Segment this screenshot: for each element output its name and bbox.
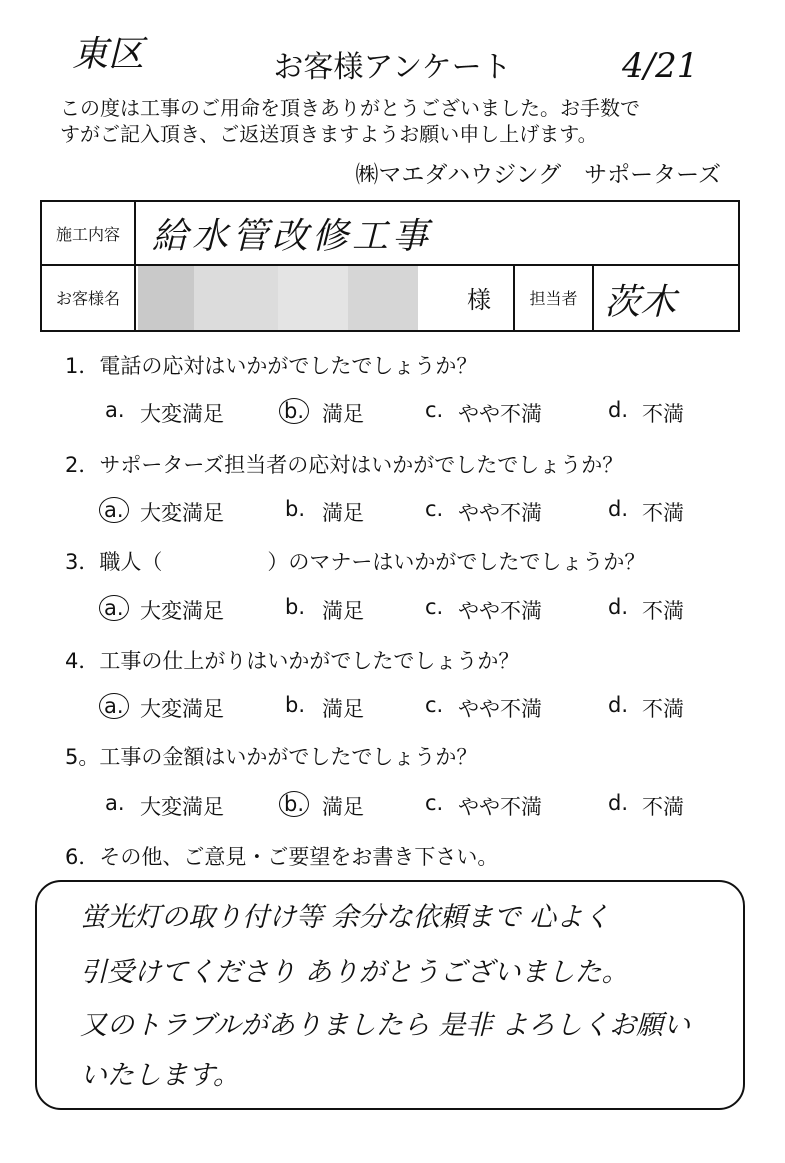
area-handwritten: 東区 bbox=[72, 34, 145, 75]
option-c-label[interactable]: やや不満 bbox=[458, 697, 542, 721]
option-a-marker[interactable]: a. bbox=[105, 791, 125, 815]
option-a-label[interactable]: 大変満足 bbox=[140, 599, 224, 623]
question-2: 2．サポーターズ担当者の応対はいかがでしたでしょうか？ bbox=[65, 453, 624, 477]
option-c-marker[interactable]: c. bbox=[425, 693, 444, 717]
question-3: 3．職人（ ）のマナーはいかがでしたでしょうか？ bbox=[65, 550, 646, 574]
date-handwritten: 4/21 bbox=[622, 46, 699, 86]
option-b-label[interactable]: 満足 bbox=[322, 599, 364, 623]
option-d-marker[interactable]: d. bbox=[608, 693, 629, 717]
option-b-marker[interactable]: b. bbox=[285, 497, 306, 521]
intro-line-1: この度は工事のご用命を頂きありがとうございました。お手数で bbox=[60, 96, 640, 120]
option-d-marker[interactable]: d. bbox=[608, 595, 629, 619]
option-c-label[interactable]: やや不満 bbox=[458, 501, 542, 525]
option-b-marker[interactable]: b. bbox=[285, 595, 306, 619]
option-d-marker[interactable]: d. bbox=[608, 791, 629, 815]
comment-line-2: 引受けてくださり ありがとうございました。 bbox=[80, 957, 629, 988]
company-name: ㈱マエダハウジング サポーターズ bbox=[355, 162, 721, 188]
option-c-label[interactable]: やや不満 bbox=[458, 599, 542, 623]
option-a-label[interactable]: 大変満足 bbox=[140, 697, 224, 721]
option-d-label[interactable]: 不満 bbox=[642, 795, 684, 819]
comment-line-3: 又のトラブルがありましたら 是非 よろしくお願い bbox=[80, 1010, 691, 1041]
option-a-marker-circled[interactable]: a. bbox=[99, 693, 129, 719]
comment-line-4: いたします。 bbox=[80, 1060, 240, 1091]
intro-line-2: すがご記入頂き、ご返送頂きますようお願い申し上げます。 bbox=[60, 122, 598, 146]
option-c-marker[interactable]: c. bbox=[425, 497, 444, 521]
option-c-marker[interactable]: c. bbox=[425, 595, 444, 619]
option-c-label[interactable]: やや不満 bbox=[458, 402, 542, 426]
option-d-marker[interactable]: d. bbox=[608, 398, 629, 422]
option-c-marker[interactable]: c. bbox=[425, 398, 444, 422]
customer-name-redacted bbox=[138, 266, 418, 330]
work-row bbox=[42, 202, 738, 266]
option-a-label[interactable]: 大変満足 bbox=[140, 501, 224, 525]
option-d-label[interactable]: 不満 bbox=[642, 697, 684, 721]
option-a-marker[interactable]: a. bbox=[105, 398, 125, 422]
option-b-marker-circled[interactable]: b. bbox=[279, 791, 309, 817]
work-value[interactable]: 給水管改修工事 bbox=[152, 216, 433, 257]
option-b-label[interactable]: 満足 bbox=[322, 402, 364, 426]
staff-label: 担当者 bbox=[529, 288, 578, 308]
option-a-label[interactable]: 大変満足 bbox=[140, 795, 224, 819]
work-label: 施工内容 bbox=[42, 202, 136, 264]
option-d-label[interactable]: 不満 bbox=[642, 599, 684, 623]
divider bbox=[592, 264, 594, 330]
option-c-marker[interactable]: c. bbox=[425, 791, 444, 815]
option-d-label[interactable]: 不満 bbox=[642, 402, 684, 426]
customer-label: お客様名 bbox=[42, 264, 136, 330]
option-d-marker[interactable]: d. bbox=[608, 497, 629, 521]
question-1: 1．電話の応対はいかがでしたでしょうか？ bbox=[65, 354, 478, 378]
option-b-marker[interactable]: b. bbox=[285, 693, 306, 717]
option-b-label[interactable]: 満足 bbox=[322, 697, 364, 721]
option-a-marker-circled[interactable]: a. bbox=[99, 595, 129, 621]
option-b-label[interactable]: 満足 bbox=[322, 501, 364, 525]
option-a-label[interactable]: 大変満足 bbox=[140, 402, 224, 426]
option-a-marker-circled[interactable]: a. bbox=[99, 497, 129, 523]
question-5: 5。工事の金額はいかがでしたでしょうか？ bbox=[65, 745, 478, 769]
option-d-label[interactable]: 不満 bbox=[642, 501, 684, 525]
staff-value[interactable]: 茨木 bbox=[604, 282, 677, 323]
info-table bbox=[40, 200, 740, 332]
option-c-label[interactable]: やや不満 bbox=[458, 795, 542, 819]
option-b-marker-circled[interactable]: b. bbox=[279, 398, 309, 424]
comment-line-1: 蛍光灯の取り付け等 余分な依頼まで 心よく bbox=[80, 902, 611, 933]
option-b-label[interactable]: 満足 bbox=[322, 795, 364, 819]
page-title: お客様アンケート bbox=[273, 50, 512, 85]
question-6: 6．その他、ご意見・ご要望をお書き下さい。 bbox=[65, 845, 499, 869]
question-4: 4．工事の仕上がりはいかがでしたでしょうか？ bbox=[65, 649, 520, 673]
customer-row bbox=[42, 264, 738, 330]
customer-suffix: 様 bbox=[467, 286, 491, 314]
